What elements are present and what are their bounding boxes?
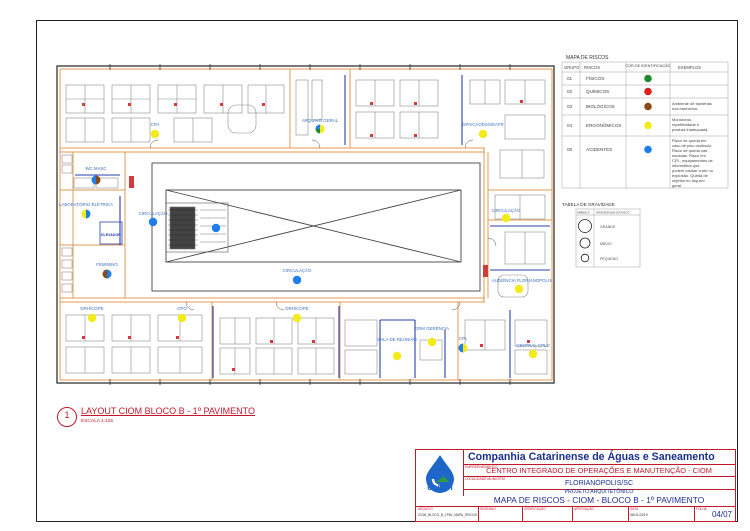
- legend-color-acidentes: [644, 146, 652, 154]
- label-circulacao-1: CIRCULAÇÃO: [138, 211, 168, 216]
- legend-ex-ergonomicos-1: Monotonia,: [672, 117, 692, 122]
- divider-h1: [463, 464, 735, 465]
- caption-scale: ESCALA 1:125: [81, 419, 114, 424]
- risk-legend: [560, 50, 730, 200]
- legend-ex-acidentes-8: explosão. Queda de: [672, 173, 708, 178]
- legend-ex-acidentes-5: CPL, equipamentos de: [672, 158, 713, 163]
- label-cpl: CPL: [458, 336, 468, 341]
- legend-risco-acidentes: ACIDENTES: [586, 147, 613, 152]
- legend-grupo-02: 02: [567, 89, 573, 94]
- legend-ex-acidentes-6: informática que: [672, 163, 700, 168]
- legend-grupo-03: 03: [567, 104, 573, 109]
- risk-circle: [502, 214, 510, 222]
- gravity-label-pequeno: PEQUENO: [600, 257, 618, 261]
- title-block: [415, 449, 736, 522]
- legend-ex-acidentes-9: objetos no arquivo: [672, 178, 705, 183]
- legend-risco-biologicos: BIOLÓGICOS: [586, 104, 615, 109]
- legend-color-biologicos: [644, 103, 652, 111]
- legend-grupo-01: 01: [567, 76, 573, 81]
- label-lab: LABORATÓRIO ELÉTRICA: [58, 202, 114, 207]
- legend-ex-acidentes-3: Risco de queda nas: [672, 148, 708, 153]
- legend-ex-biologicos-2: nos banheiros.: [672, 106, 699, 111]
- label-drh-cope-2: DRH/COPE: [285, 306, 309, 311]
- risk-circle: [88, 314, 96, 322]
- label-cpo: CPO: [177, 306, 187, 311]
- label-feminino: FEMININO: [96, 262, 118, 267]
- legend-ex-ergonomicos-3: postura inadequada.: [672, 127, 709, 132]
- risk-circle: [479, 130, 487, 138]
- gravity-symbol-medium: [580, 238, 590, 248]
- legend-risco-fisicos: FÍSICOS: [586, 76, 605, 81]
- risk-circle: [515, 285, 523, 293]
- footer-label: DESENHO: [480, 507, 496, 511]
- footer-cell-desenho: [478, 506, 523, 521]
- footer-cell-arquivo: [416, 506, 479, 521]
- risk-circle: [212, 224, 220, 232]
- risk-circle: [293, 276, 301, 284]
- legend-ex-acidentes-4: escadas. Risco em: [672, 153, 706, 158]
- label-sala-reuniao: SALA DE REUNIÃO: [377, 337, 417, 342]
- legend-ex-acidentes-1: Risco de queda em: [672, 138, 707, 143]
- label-localidade: LOCALIDADE MUNICÍPIO: [465, 477, 506, 481]
- legend-ex-ergonomicos-2: repetitividade e: [672, 122, 700, 127]
- footer-cells: [416, 506, 735, 521]
- project-type: PROJETO ARQUITETÔNICO: [564, 489, 634, 495]
- legend-ex-acidentes-7: podem causar curto ou: [672, 168, 713, 173]
- gravity-label-medio: MÉDIO: [600, 242, 612, 246]
- risk-circle-multi: [103, 270, 112, 279]
- gravity-symbol-small: [581, 254, 589, 262]
- legend-header-exemplos: EXEMPLOS: [678, 65, 702, 70]
- footer-value: 08/11/2019: [630, 513, 648, 517]
- drawing-title: MAPA DE RISCOS - CIOM - BLOCO B - 1º PAVIMENTO: [493, 495, 705, 505]
- label-arquivo: ARQUIVO GERAL: [301, 118, 339, 123]
- label-elevador: ELEVADOR: [101, 233, 121, 237]
- footer-label: ARQUIVO: [418, 507, 433, 511]
- legend-risco-ergonomicos: ERGONÔMICOS: [586, 123, 622, 128]
- company-name: Companhia Catarinense de Águas e Saneamento: [468, 451, 715, 463]
- label-cpa: CPA: [150, 122, 160, 127]
- footer-cell-aprovacao: [572, 506, 629, 521]
- gravity-header-simbolo: SÍMBOLO: [577, 210, 590, 215]
- footer-label: FOLHA: [696, 507, 707, 511]
- label-audiencia: AUDIÊNCIA FLORIANÓPOLIS: [491, 278, 553, 283]
- label-circulacao-2: CIRCULAÇÃO: [282, 268, 312, 273]
- risk-circle: [178, 314, 186, 322]
- footer-label: APROVAÇÃO: [574, 507, 594, 511]
- legend-ex-biologicos-1: Ambiente de bactérias: [672, 101, 712, 106]
- legend-ex-acidentes-2: caso de piso molhado.: [672, 143, 713, 148]
- legend-ex-acidentes-10: geral.: [672, 183, 683, 188]
- legend-grupo-04: 04: [567, 123, 573, 128]
- legend-color-fisicos: [644, 75, 652, 83]
- legend-color-quimicos: [644, 88, 652, 96]
- risk-circle: [149, 218, 157, 226]
- label-drm-gerencia: DRM GERÊNCIA: [414, 326, 450, 331]
- legend-title: MAPA DE RISCOS: [566, 55, 609, 61]
- gravity-label-grande: GRANDE: [600, 225, 616, 229]
- sheet-number: 04/07: [711, 510, 732, 519]
- legend-header-riscos: RISCOS: [584, 65, 601, 70]
- label-dpa: DPA/CAODS/SEAFR: [462, 122, 504, 127]
- risk-circle: [393, 352, 401, 360]
- footer-cell-folha: [694, 506, 735, 521]
- legend-risco-quimicos: QUÍMICOS: [586, 89, 610, 94]
- location: FLORIANÓPOLIS/SC: [564, 480, 634, 487]
- footer-label: VERIFICAÇÃO: [524, 507, 546, 511]
- legend-grupo-05: 05: [567, 147, 573, 152]
- label-central-cpld: CENTRAL CPLD: [516, 343, 550, 348]
- gravity-title: TABELA DE GRAVIDADE: [562, 202, 615, 207]
- drawing-caption: [57, 405, 297, 431]
- gravity-symbol-large: [579, 220, 592, 233]
- gravity-table: [560, 198, 650, 270]
- risk-circle: [293, 314, 301, 322]
- label-drh-cope-1: DRH/COPE: [80, 306, 104, 311]
- risk-circle-multi: [459, 344, 468, 353]
- footer-cell-verificacao: [522, 506, 573, 521]
- gravity-header-intensidade: INTENSIDADE DO RISCO: [596, 210, 630, 215]
- legend-header-grupo: GRUPO: [564, 65, 580, 70]
- label-circulacao-3: CIRCULAÇÃO: [491, 208, 521, 213]
- risk-circle: [151, 130, 159, 138]
- risk-circle-multi: [316, 125, 325, 134]
- risk-circle: [529, 350, 537, 358]
- logo-text: casan: [427, 482, 453, 492]
- footer-label: DATA: [630, 507, 639, 511]
- risk-circle-multi: [92, 176, 101, 185]
- footer-cell-data: [628, 506, 695, 521]
- footer-value: CIOM_BLOCO_B_1PAV_MAPA_RISCOS: [418, 513, 478, 517]
- caption-title: LAYOUT CIOM BLOCO B - 1º PAVIMENTO: [81, 406, 255, 416]
- legend-header-cor: COR DE IDENTIFICAÇÃO: [625, 64, 671, 68]
- risk-circle: [428, 338, 436, 346]
- label-empreendimento: EMPREENDIMENTO: [465, 465, 498, 469]
- legend-color-ergonomicos: [644, 122, 652, 130]
- risk-circle-multi: [82, 210, 91, 219]
- casan-logo: [418, 452, 462, 496]
- work-title: CENTRO INTEGRADO DE OPERAÇÕES E MANUTENÇÃO - CIOM: [486, 466, 712, 475]
- label-wc-masc: WC MASC: [85, 166, 107, 171]
- caption-number: 1: [64, 410, 70, 420]
